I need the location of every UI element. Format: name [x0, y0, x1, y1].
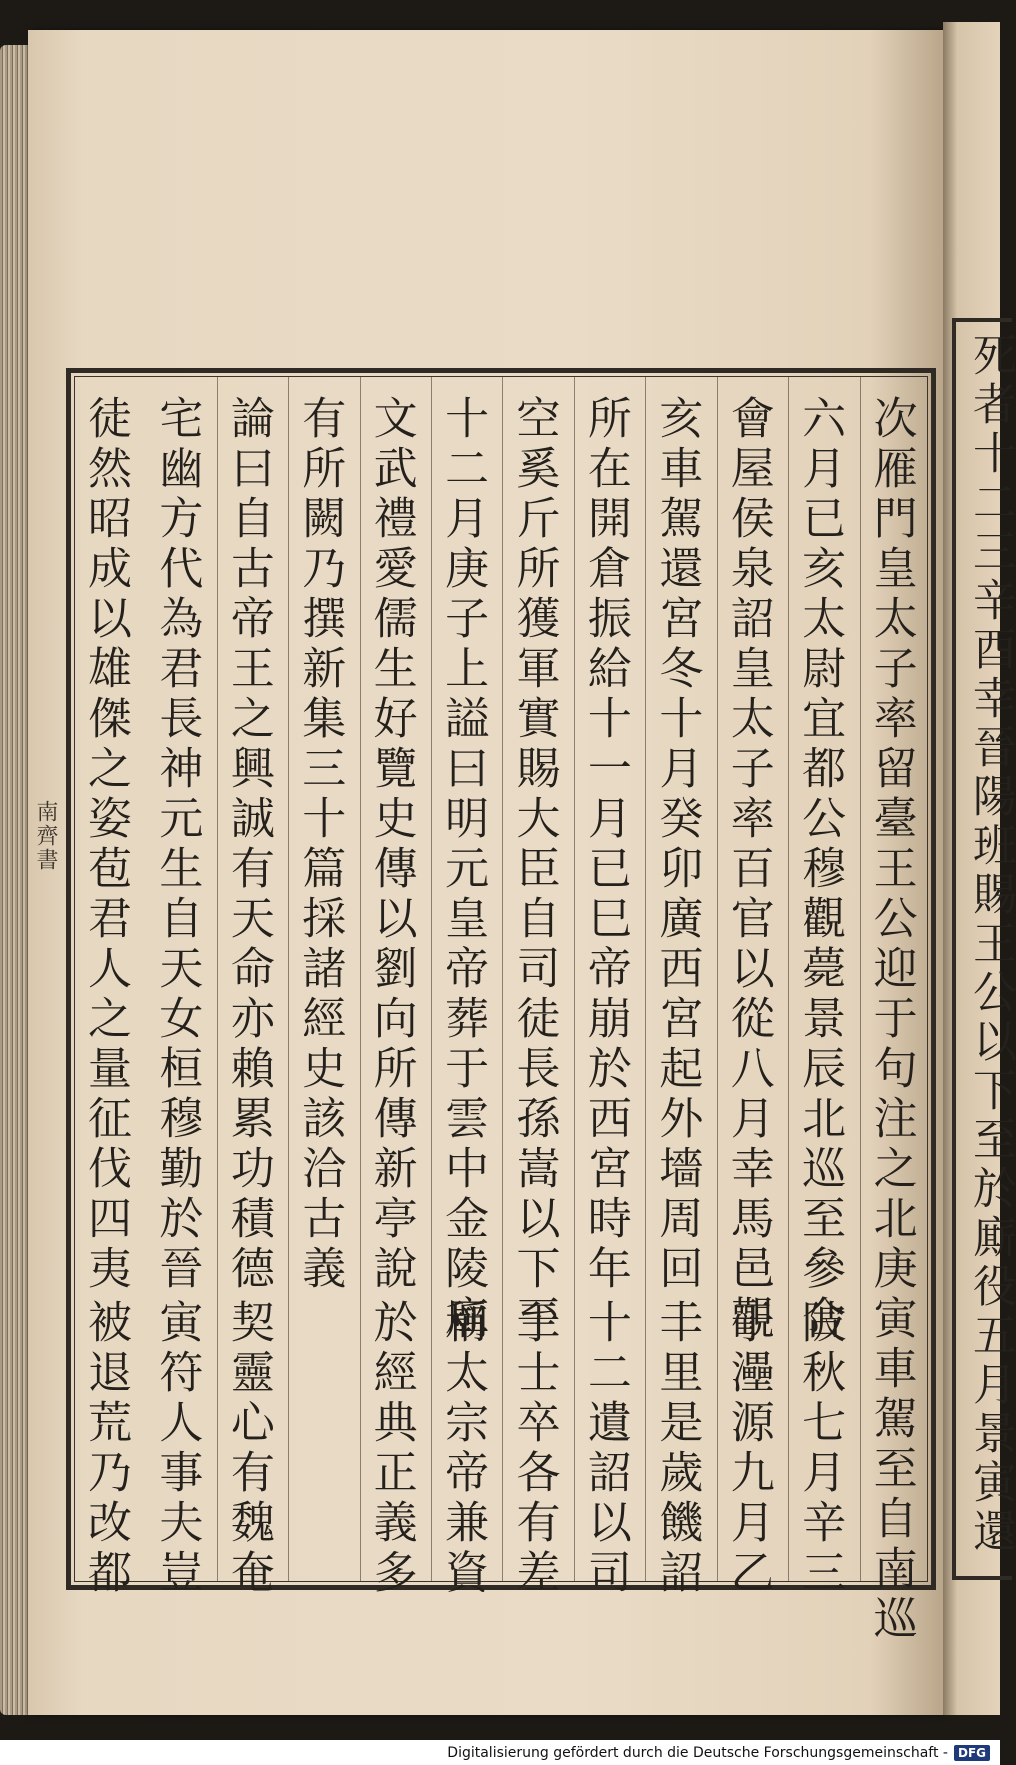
text-column: [504, 377, 575, 1599]
book-page: [28, 30, 943, 1715]
text-column: [218, 377, 289, 1599]
column-text: 會屋侯泉詔皇太子率百官以從八月幸馬邑觀: [722, 395, 774, 1345]
text-frame: [66, 368, 936, 1645]
column-text-lower: 于灅源九月乙: [722, 1299, 774, 1599]
column-text: 論曰自古帝王之興誠有天命亦賴累功積德: [222, 395, 274, 1295]
column-text-lower: 契靈心有魏奄: [222, 1299, 274, 1599]
margin-title: 南齊書: [33, 800, 58, 872]
column-text-lower: 被退荒乃改都: [80, 1299, 131, 1599]
text-column: [646, 377, 717, 1599]
column-text: 徒然昭成以雄傑之姿苞君人之量征伐四夷: [80, 395, 131, 1295]
text-column: [75, 377, 146, 1599]
column-text-lower: 於經典正義多: [365, 1299, 417, 1599]
column-text-lower: 十二遺詔以司: [579, 1299, 631, 1599]
text-column: [361, 377, 432, 1599]
column-text-lower: 于士卒各有差: [508, 1299, 560, 1599]
column-text: 所在開倉振給十一月已巳帝崩於西宮時年: [579, 395, 631, 1295]
column-text: 空奚斤所獲軍實賜大臣自司徒長孫嵩以下至: [508, 395, 560, 1345]
text-column: [146, 377, 217, 1599]
column-text: 六月已亥太尉宜都公穆觀薨景辰北巡至參合: [794, 395, 846, 1345]
text-column: [289, 377, 360, 1581]
column-text: 次雁門皇太子率留臺王公迎于句注之北庚寅車駕至自南巡: [865, 395, 917, 1645]
column-text: 文武禮愛儒生好覽史傳以劉向所傳新亭說: [365, 395, 417, 1295]
column-text: 十二月庚子上謚曰明元皇帝葬于雲中金陵廟: [437, 395, 489, 1345]
column-text: 有所闕乃撰新集三十篇採諸經史該洽古義: [294, 395, 346, 1295]
column-text-lower: 稱太宗帝兼資: [437, 1299, 489, 1599]
adjacent-page-text: 死者十二三辛酉幸晉陽班賜王公以下至於廝役五月景寅還: [965, 332, 1016, 1557]
text-column: [575, 377, 646, 1599]
text-column: [432, 377, 503, 1599]
adjacent-page-frame: [952, 318, 1016, 1580]
footer-credit-bar: [0, 1740, 1000, 1765]
dfg-logo: DFG: [954, 1745, 990, 1761]
column-text-lower: 寅符人事夫豈: [151, 1299, 203, 1599]
column-text: 宅幽方代為君長神元生自天女桓穆勤於晉: [151, 395, 203, 1295]
text-frame-inner: [74, 376, 928, 1645]
text-column: [789, 377, 860, 1599]
column-text: 亥車駕還宮冬十月癸卯廣西宮起外墻周回二: [651, 395, 703, 1345]
text-column: [718, 377, 789, 1599]
footer-credit-text: Digitalisierung gefördert durch die Deutsche Forschungsgemeinschaft -: [447, 1744, 948, 1761]
column-text-lower: 十里是歲饑詔: [651, 1299, 703, 1599]
column-text-lower: 陂秋七月辛三: [794, 1299, 846, 1599]
text-column: [861, 377, 932, 1645]
